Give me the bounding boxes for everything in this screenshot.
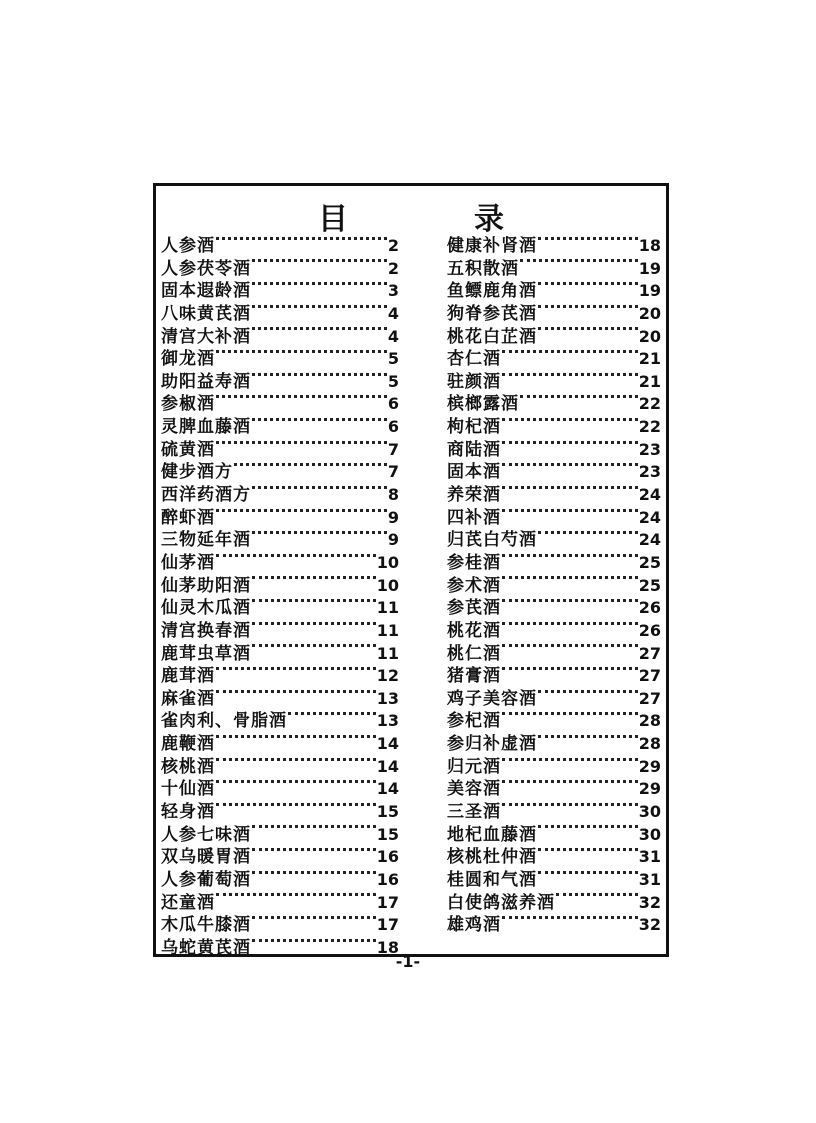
dot-leader [216,735,376,738]
toc-entry-page: 18 [638,236,661,255]
toc-entry-name: 狗脊参芪酒 [447,303,537,324]
dot-leader [216,780,376,783]
toc-entry-page: 14 [376,779,399,799]
toc-entry [447,616,661,639]
toc-entry [161,412,399,438]
toc-entry [161,729,399,755]
toc-entry [447,344,661,370]
toc-entry [161,661,399,687]
toc-entry-name: 西洋药酒方 [161,485,251,506]
toc-entry [447,367,661,390]
toc-entry [447,389,661,415]
toc-entry-name: 鹿茸虫草酒 [161,643,251,664]
toc-entry [161,231,399,254]
dot-leader [252,916,376,919]
toc-entry [161,639,399,662]
toc-entry [447,548,661,571]
toc-entry [161,503,399,526]
toc-entry-page: 27 [638,643,661,663]
toc-entry-name: 仙茅助阳酒 [161,575,251,596]
toc-entry [447,820,661,843]
toc-entry-page: 32 [638,892,661,912]
toc-entry-page: 25 [638,552,661,572]
toc-entry [447,865,661,888]
toc-entry-page: 11 [376,598,399,618]
toc-entry-name: 桂圆和气酒 [447,869,537,890]
toc-entry-page: 7 [387,462,399,482]
toc-entry [161,548,399,571]
toc-entry [161,752,399,775]
dot-leader [502,780,638,783]
toc-entry-page: 9 [387,530,399,550]
toc-entry-name: 核桃杜仲酒 [447,847,537,868]
toc-entry [447,593,661,619]
toc-entry [161,254,399,277]
toc-entry [447,503,661,526]
toc-entry [447,842,661,868]
dot-leader [216,554,376,557]
toc-entry-page: 28 [638,734,661,754]
toc-entry-page: 4 [387,326,399,346]
toc-entry-page: 18 [376,937,399,957]
dot-leader [252,871,376,874]
dot-leader [502,644,638,647]
toc-entry-name: 助阳益寿酒 [161,371,251,392]
toc-entry [447,480,661,506]
toc-entry [447,276,661,302]
toc-entry-name: 美容酒 [447,779,501,800]
toc-entry-page: 17 [376,892,399,912]
toc-entry-name: 核桃酒 [161,756,215,777]
toc-entry-name: 桃花酒 [447,620,501,641]
toc-entry [161,571,399,594]
toc-entry [161,276,399,302]
dot-leader [252,259,387,262]
dot-leader [538,237,638,240]
toc-entry-name: 归元酒 [447,756,501,777]
dot-leader [216,350,387,353]
toc-entry-page: 25 [638,575,661,595]
toc-frame [153,183,669,957]
toc-entry [447,457,661,483]
toc-entry-name: 三物延年酒 [161,530,251,551]
toc-entry-page: 24 [638,507,661,527]
toc-entry-name: 双乌暖胃酒 [161,847,251,868]
dot-leader [216,441,387,444]
toc-entry-name: 健康补肾酒 [447,236,537,256]
dot-leader [502,576,638,579]
toc-entry [161,480,399,506]
dot-leader [252,282,387,285]
toc-entry [161,344,399,370]
toc-entry-name: 还童酒 [161,892,215,913]
toc-entry-name: 硫黄酒 [161,439,215,460]
dot-leader [502,373,638,376]
toc-entry-page: 26 [638,620,661,640]
dot-leader [538,735,638,738]
dot-leader [520,259,638,262]
toc-entry-page: 11 [376,643,399,663]
toc-entry [447,231,661,254]
toc-entry [447,774,661,800]
toc-entry-name: 雀肉利、骨脂酒 [161,711,287,732]
toc-entry-name: 商陆酒 [447,439,501,460]
toc-entry-name: 健步酒方 [161,462,233,483]
dot-leader [216,690,376,693]
dot-leader [252,599,376,602]
dot-leader [502,758,638,761]
dot-leader [502,463,638,466]
dot-leader [216,237,387,240]
toc-entry-page: 27 [638,688,661,708]
toc-entry-name: 灵脾血藤酒 [161,417,251,438]
toc-entry-name: 人参七味酒 [161,824,251,845]
toc-entry-page: 10 [376,552,399,572]
toc-entry-name: 十仙酒 [161,779,215,800]
toc-entry [447,910,661,936]
toc-entry-name: 驻颜酒 [447,371,501,392]
toc-entry-name: 枸杞酒 [447,417,501,438]
toc-entry [161,684,399,707]
dot-leader [538,871,638,874]
toc-entry [161,910,399,936]
toc-entry [161,299,399,322]
toc-entry-page: 10 [376,575,399,595]
toc-entry-page: 20 [638,303,661,323]
toc-column-left [161,231,399,956]
toc-entry [447,525,661,551]
toc-entry [447,661,661,687]
toc-entry-name: 轻身酒 [161,802,215,823]
toc-entry-name: 参椒酒 [161,394,215,415]
dot-leader [252,825,376,828]
toc-entry-page: 9 [387,507,399,527]
toc-entry-name: 人参葡萄酒 [161,869,251,890]
toc-entry-page: 27 [638,666,661,686]
dot-leader [502,350,638,353]
toc-entry-page: 15 [376,824,399,844]
toc-entry-name: 白使鸽滋养酒 [447,892,555,913]
toc-entry-page: 14 [376,756,399,776]
toc-entry [161,774,399,800]
toc-entry [447,706,661,732]
toc-entry-page: 23 [638,439,661,459]
dot-leader [502,622,638,625]
toc-entry-name: 鹿鞭酒 [161,734,215,755]
toc-entry-name: 醉虾酒 [161,507,215,528]
toc-entry [447,729,661,755]
dot-leader [538,531,638,534]
toc-entry [161,842,399,868]
dot-leader [216,893,376,896]
dot-leader [252,305,387,308]
toc-entry-page: 5 [387,349,399,369]
toc-entry-name: 归芪白芍酒 [447,530,537,551]
toc-entry [161,616,399,639]
dot-leader [502,712,638,715]
dot-leader [234,463,387,466]
toc-entry-page: 21 [638,371,661,391]
toc-entry [447,412,661,438]
toc-entry-name: 参术酒 [447,575,501,596]
toc-entry-page: 2 [387,258,399,278]
dot-leader [252,531,387,534]
toc-entry [447,639,661,662]
toc-entry [161,888,399,911]
toc-entry-page: 16 [376,869,399,889]
toc-entry-name: 三圣酒 [447,802,501,823]
toc-entry-name: 四补酒 [447,507,501,528]
dot-leader [216,509,387,512]
toc-entry-name: 仙茅酒 [161,552,215,573]
toc-entry-page: 26 [638,598,661,618]
toc-title: 目 录 [318,202,552,237]
dot-leader [216,803,376,806]
toc-entry [161,593,399,619]
toc-entry-name: 鹿茸酒 [161,666,215,687]
toc-entry-page: 29 [638,779,661,799]
dot-leader [538,327,638,330]
toc-entry [161,865,399,888]
toc-entry-page: 7 [387,439,399,459]
toc-entry-name: 鱼鳔鹿角酒 [447,281,537,302]
dot-leader [252,622,376,625]
toc-entry-page: 12 [376,666,399,686]
toc-entry-name: 五积散酒 [447,258,519,279]
toc-entry-page: 28 [638,711,661,731]
dot-leader [538,690,638,693]
toc-entry-name: 参芪酒 [447,598,501,619]
toc-entry-name: 参桂酒 [447,552,501,573]
toc-entry-page: 3 [387,281,399,301]
toc-entry [161,525,399,551]
toc-entry [161,322,399,345]
toc-entry-page: 24 [638,485,661,505]
toc-entry [447,435,661,458]
dot-leader [502,418,638,421]
dot-leader [502,509,638,512]
dot-leader [252,327,387,330]
toc-column-right [447,231,661,936]
toc-entry-page: 29 [638,756,661,776]
dot-leader [538,825,638,828]
toc-entry-page: 30 [638,802,661,822]
dot-leader [252,939,376,942]
toc-entry-page: 5 [387,371,399,391]
toc-entry-name: 桃花白芷酒 [447,326,537,347]
dot-leader [252,418,387,421]
toc-entry-name: 人参酒 [161,236,215,256]
toc-entry-page: 24 [638,530,661,550]
dot-leader [502,554,638,557]
toc-entry [447,254,661,277]
toc-entry-name: 地杞血藤酒 [447,824,537,845]
toc-entry [447,888,661,911]
toc-entry-page: 15 [376,802,399,822]
toc-entry-page: 20 [638,326,661,346]
toc-entry-name: 雄鸡酒 [447,915,501,936]
dot-leader [216,758,376,761]
toc-entry-page: 19 [638,258,661,278]
dot-leader [538,282,638,285]
dot-leader [252,644,376,647]
toc-entry-name: 槟榔露酒 [447,394,519,415]
dot-leader [520,395,638,398]
toc-entry-page: 13 [376,711,399,731]
toc-entry-name: 桃仁酒 [447,643,501,664]
toc-entry-page: 22 [638,417,661,437]
toc-entry-page: 21 [638,349,661,369]
dot-leader [502,441,638,444]
dot-leader [288,712,376,715]
toc-entry-name: 麻雀酒 [161,688,215,709]
dot-leader [502,667,638,670]
toc-entry-page: 22 [638,394,661,414]
toc-entry-page: 11 [376,620,399,640]
dot-leader [216,395,387,398]
toc-entry-page: 6 [387,417,399,437]
toc-entry-name: 参归补虚酒 [447,734,537,755]
toc-entry-page: 19 [638,281,661,301]
toc-entry-page: 8 [387,485,399,505]
toc-entry [161,797,399,823]
toc-entry-name: 猪膏酒 [447,666,501,687]
toc-entry-page: 4 [387,303,399,323]
toc-entry-name: 清宫换春酒 [161,620,251,641]
dot-leader [216,667,376,670]
toc-entry [161,367,399,390]
toc-entry-name: 鸡子美容酒 [447,688,537,709]
toc-entry-page: 2 [387,236,399,255]
toc-entry-page: 30 [638,824,661,844]
toc-entry-page: 13 [376,688,399,708]
toc-entry-name: 清宫大补酒 [161,326,251,347]
toc-entry-name: 杏仁酒 [447,349,501,370]
toc-entry [161,457,399,483]
toc-entry [447,797,661,823]
toc-entry [161,389,399,415]
toc-entry-page: 31 [638,869,661,889]
toc-entry-page: 17 [376,915,399,935]
dot-leader [252,486,387,489]
toc-entry [447,322,661,345]
dot-leader [502,486,638,489]
page-number: -1- [395,952,421,971]
toc-entry-page: 23 [638,462,661,482]
toc-entry [161,706,399,732]
toc-entry-page: 32 [638,915,661,935]
toc-entry-name: 乌蛇黄芪酒 [161,937,251,958]
toc-entry [447,299,661,322]
toc-entry-name: 仙灵木瓜酒 [161,598,251,619]
toc-entry-name: 固本遐龄酒 [161,281,251,302]
toc-entry [161,820,399,843]
toc-entry-page: 14 [376,734,399,754]
toc-entry-name: 八味黄芪酒 [161,303,251,324]
dot-leader [252,373,387,376]
toc-entry-page: 16 [376,847,399,867]
dot-leader [556,893,638,896]
toc-entry-name: 人参茯苓酒 [161,258,251,279]
toc-entry [161,435,399,458]
dot-leader [538,305,638,308]
dot-leader [502,599,638,602]
toc-entry-page: 31 [638,847,661,867]
dot-leader [502,803,638,806]
dot-leader [252,848,376,851]
dot-leader [502,916,638,919]
toc-entry [447,571,661,594]
dot-leader [252,576,376,579]
toc-entry [447,752,661,775]
toc-entry-name: 参杞酒 [447,711,501,732]
toc-entry-name: 养荣酒 [447,485,501,506]
dot-leader [538,848,638,851]
toc-entry-name: 固本酒 [447,462,501,483]
toc-entry [447,684,661,707]
toc-entry-name: 御龙酒 [161,349,215,370]
toc-entry-page: 6 [387,394,399,414]
toc-entry-name: 木瓜牛膝酒 [161,915,251,936]
